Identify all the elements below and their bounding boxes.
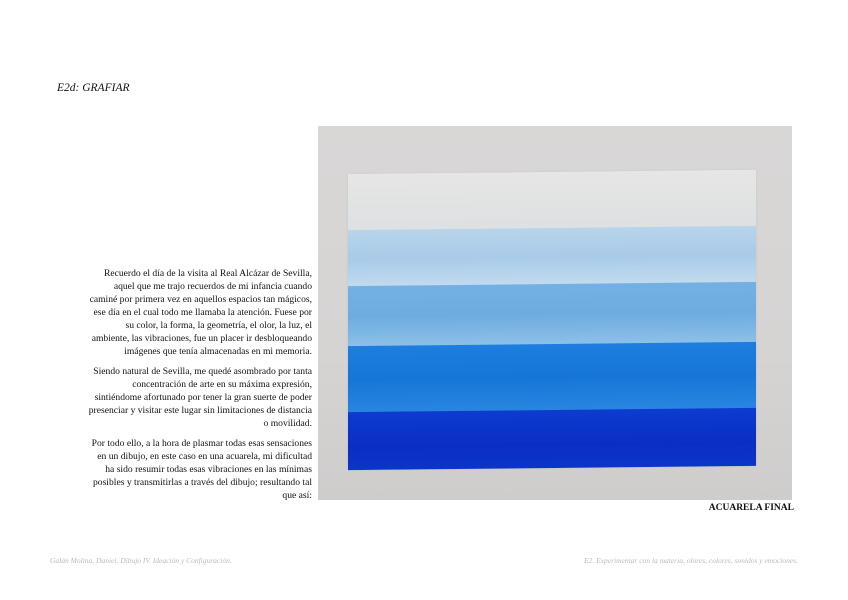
watercolor-stripe-pale-blue <box>348 226 756 288</box>
body-text <box>86 267 312 509</box>
watercolor-stripe-medium-blue <box>348 342 756 414</box>
footer-author: Galán Molina, Daniel. Dibujo IV. Ideación y Configuración. <box>50 556 232 565</box>
watercolor-photo <box>318 126 792 500</box>
paragraph-memory: Recuerdo el día de la visita al Real Alcázar de Sevilla, aquel que me trajo recuerdos de mi infancia cuando caminé por primera vez en aquellos espacios tan mágicos, ese día en el cual todo me llamaba la atención. Fuese por su color, la forma, la geometría, el olor, la luz, el ambiente, las vibraciones, fue un placer ir desbloqueando imágenes que tenía almacenadas en mi memoria. <box>89 268 312 357</box>
footer-section: E2. Experimentar con la materia, olores, colores, sonidos y emociones. <box>584 556 798 565</box>
paragraph-sevilla: Siendo natural de Sevilla, me quedé asombrado por tanta concentración de arte en su máxima expresión, sintiéndome afortunado por tener la gran suerte de poder presenciar y visitar este lugar sin limitaciones de distancia o movilidad. <box>88 366 312 429</box>
watercolor-stripe-deep-blue <box>348 408 756 470</box>
section-title: E2d: GRAFIAR <box>57 82 130 94</box>
image-caption: ACUARELA FINAL <box>708 503 794 513</box>
watercolor-paper <box>348 170 756 470</box>
paragraph-conclusion: Por todo ello, a la hora de plasmar todas esas sensaciones en un dibujo, en este caso en una acuarela, mi dificultad ha sido resumir todas esas vibraciones en las mínimas posibles y transmitirlas a través del dibujo; resultando tal que así: <box>91 438 312 501</box>
watercolor-stripe-white <box>348 170 756 232</box>
watercolor-stripe-light-blue <box>348 282 756 348</box>
